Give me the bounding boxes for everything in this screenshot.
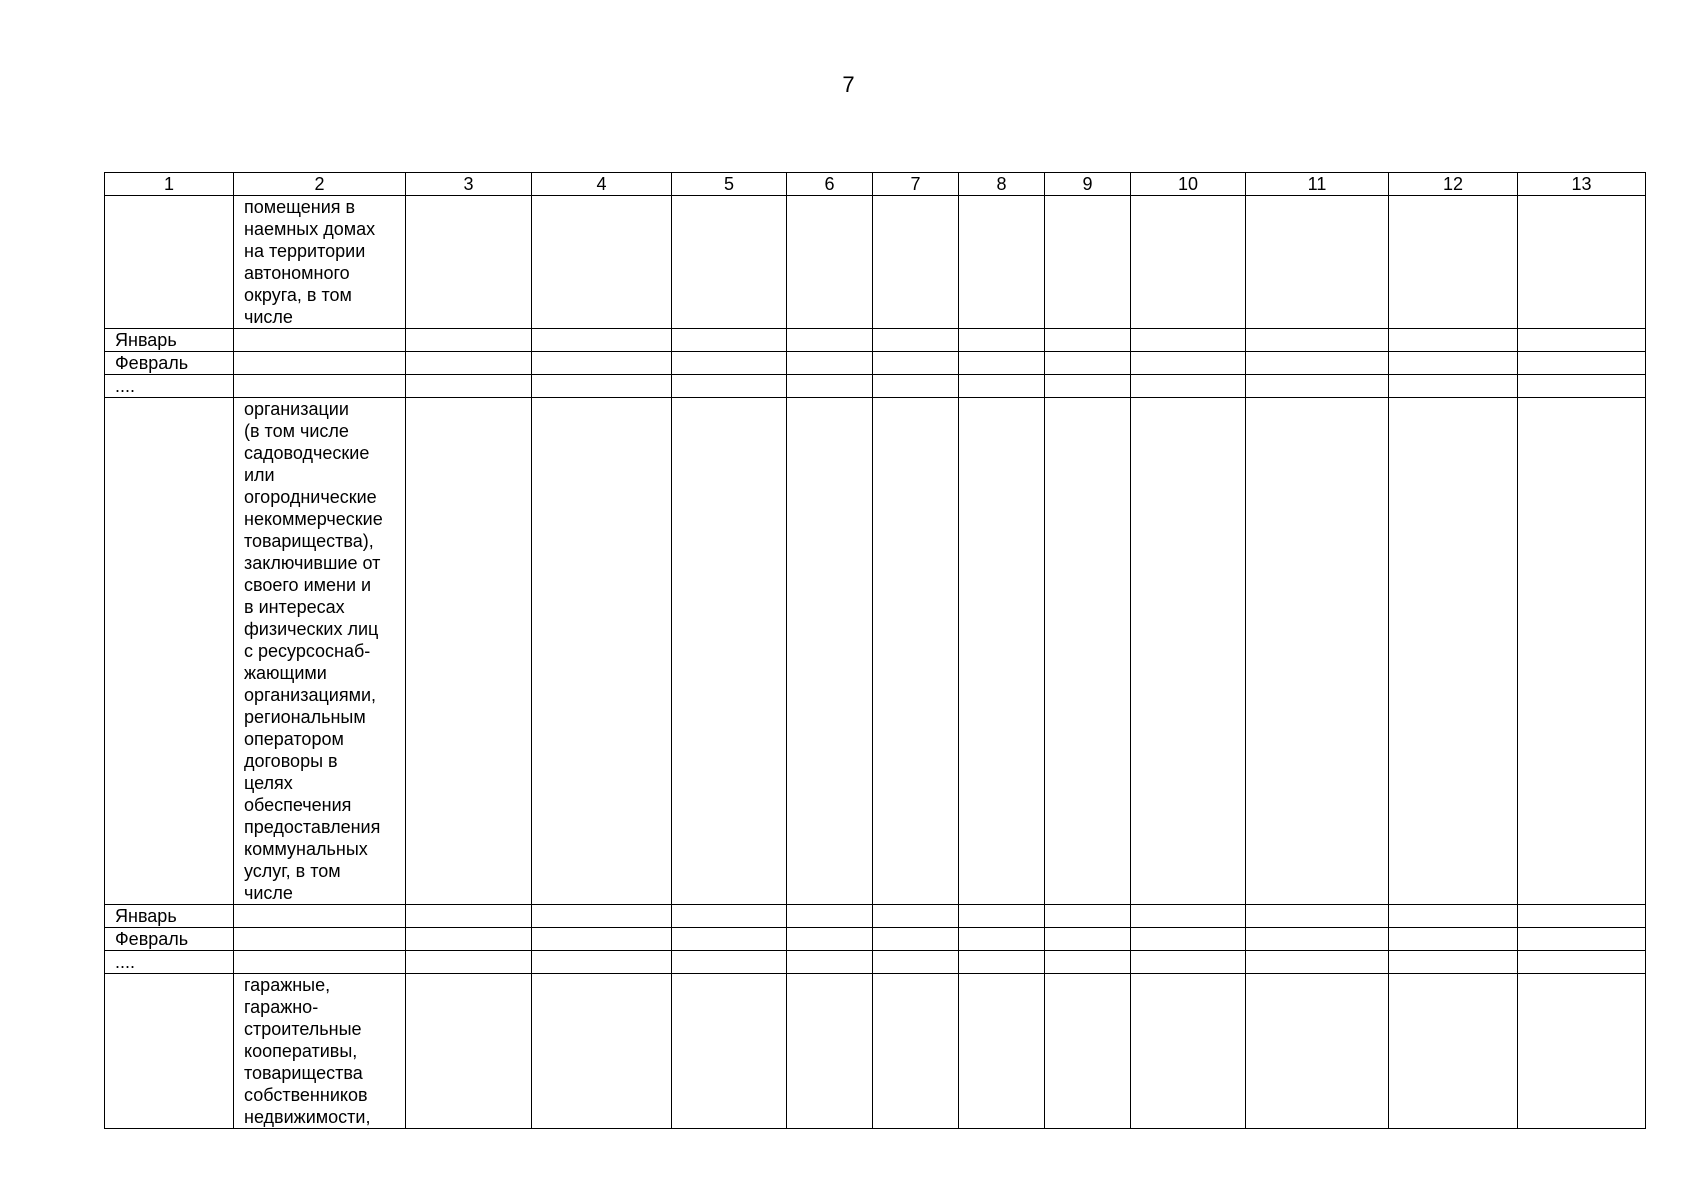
empty-cell-col-6 — [787, 974, 873, 1129]
column-header-5: 5 — [672, 173, 787, 196]
empty-cell-col-4 — [532, 375, 672, 398]
description-line: огороднические — [244, 487, 377, 507]
empty-cell-col-13 — [1518, 196, 1646, 329]
description-line: товарищества), — [244, 531, 374, 551]
empty-cell-col-10 — [1131, 196, 1246, 329]
description-line: договоры в — [244, 751, 338, 771]
empty-cell-col-10 — [1131, 352, 1246, 375]
row-description-cell — [234, 352, 406, 375]
empty-cell-col-9 — [1045, 329, 1131, 352]
description-line: своего имени и — [244, 575, 372, 595]
row-description-cell — [234, 928, 406, 951]
empty-cell-col-13 — [1518, 974, 1646, 1129]
description-line: округа, в том — [244, 285, 352, 305]
empty-cell-col-10 — [1131, 974, 1246, 1129]
empty-cell-col-7 — [873, 905, 959, 928]
description-line: целях — [244, 773, 293, 793]
empty-cell-col-7 — [873, 974, 959, 1129]
empty-cell-col-7 — [873, 951, 959, 974]
empty-cell-col-4 — [532, 196, 672, 329]
description-line: собственников — [244, 1085, 368, 1105]
empty-cell-col-8 — [959, 928, 1045, 951]
column-header-10: 10 — [1131, 173, 1246, 196]
empty-cell-col-12 — [1389, 974, 1518, 1129]
empty-cell-col-13 — [1518, 375, 1646, 398]
description-line: заключившие от — [244, 553, 381, 573]
empty-cell-col-8 — [959, 329, 1045, 352]
empty-cell-col-3 — [406, 352, 532, 375]
empty-cell-col-8 — [959, 951, 1045, 974]
empty-cell-col-5 — [672, 196, 787, 329]
empty-cell-col-11 — [1246, 375, 1389, 398]
empty-cell-col-11 — [1246, 398, 1389, 905]
empty-cell-col-9 — [1045, 974, 1131, 1129]
empty-cell-col-3 — [406, 196, 532, 329]
empty-cell-col-11 — [1246, 951, 1389, 974]
empty-cell-col-12 — [1389, 352, 1518, 375]
row-label-cell: .... — [105, 951, 234, 974]
empty-cell-col-11 — [1246, 196, 1389, 329]
empty-cell-col-11 — [1246, 905, 1389, 928]
empty-cell-col-6 — [787, 329, 873, 352]
empty-cell-col-6 — [787, 928, 873, 951]
empty-cell-col-7 — [873, 329, 959, 352]
description-line: коммунальных — [244, 839, 368, 859]
empty-cell-col-11 — [1246, 352, 1389, 375]
column-header-2: 2 — [234, 173, 406, 196]
empty-cell-col-10 — [1131, 951, 1246, 974]
empty-cell-col-12 — [1389, 196, 1518, 329]
empty-cell-col-3 — [406, 398, 532, 905]
empty-cell-col-8 — [959, 905, 1045, 928]
row-label-cell: Январь — [105, 905, 234, 928]
table-row — [105, 905, 1646, 928]
column-header-13: 13 — [1518, 173, 1646, 196]
empty-cell-col-3 — [406, 905, 532, 928]
description-line: гаражно- — [244, 997, 319, 1017]
row-label-cell — [105, 974, 234, 1129]
description-line: с ресурсоснаб- — [244, 641, 371, 661]
table-row — [105, 974, 1646, 1129]
table-row — [105, 375, 1646, 398]
empty-cell-col-5 — [672, 375, 787, 398]
column-header-4: 4 — [532, 173, 672, 196]
empty-cell-col-8 — [959, 974, 1045, 1129]
description-line: услуг, в том — [244, 861, 341, 881]
empty-cell-col-12 — [1389, 928, 1518, 951]
empty-cell-col-3 — [406, 375, 532, 398]
row-label-cell: .... — [105, 375, 234, 398]
row-label-cell — [105, 398, 234, 905]
row-label-cell — [105, 196, 234, 329]
empty-cell-col-6 — [787, 196, 873, 329]
empty-cell-col-9 — [1045, 352, 1131, 375]
description-line: в интересах — [244, 597, 345, 617]
description-line: помещения в — [244, 197, 356, 217]
table-row — [105, 398, 1646, 905]
description-line: предоставления — [244, 817, 381, 837]
empty-cell-col-7 — [873, 352, 959, 375]
row-label-cell: Февраль — [105, 928, 234, 951]
row-label-cell: Февраль — [105, 352, 234, 375]
table-row — [105, 196, 1646, 329]
column-header-6: 6 — [787, 173, 873, 196]
page-number: 7 — [842, 72, 855, 97]
empty-cell-col-11 — [1246, 329, 1389, 352]
empty-cell-col-9 — [1045, 196, 1131, 329]
description-line: организации — [244, 399, 349, 419]
row-description-cell — [234, 974, 406, 1129]
empty-cell-col-6 — [787, 398, 873, 905]
empty-cell-col-9 — [1045, 905, 1131, 928]
row-description-cell — [234, 375, 406, 398]
empty-cell-col-5 — [672, 329, 787, 352]
empty-cell-col-13 — [1518, 352, 1646, 375]
table-row — [105, 928, 1646, 951]
empty-cell-col-13 — [1518, 398, 1646, 905]
empty-cell-col-9 — [1045, 375, 1131, 398]
column-header-9: 9 — [1045, 173, 1131, 196]
empty-cell-col-6 — [787, 375, 873, 398]
description-line: на территории — [244, 241, 366, 261]
table-row — [105, 329, 1646, 352]
empty-cell-col-13 — [1518, 329, 1646, 352]
table-row — [105, 951, 1646, 974]
empty-cell-col-4 — [532, 352, 672, 375]
empty-cell-col-4 — [532, 974, 672, 1129]
description-line: (в том числе — [244, 421, 349, 441]
empty-cell-col-3 — [406, 329, 532, 352]
empty-cell-col-5 — [672, 398, 787, 905]
description-line: недвижимости, — [244, 1107, 371, 1127]
empty-cell-col-12 — [1389, 905, 1518, 928]
description-line: обеспечения — [244, 795, 352, 815]
description-line: кооперативы, — [244, 1041, 358, 1061]
empty-cell-col-13 — [1518, 905, 1646, 928]
row-label-cell: Январь — [105, 329, 234, 352]
description-line: или — [244, 465, 275, 485]
empty-cell-col-9 — [1045, 951, 1131, 974]
description-line: автономного — [244, 263, 350, 283]
description-line: жающими — [244, 663, 327, 683]
description-line: числе — [244, 307, 293, 327]
description-line: организациями, — [244, 685, 377, 705]
empty-cell-col-7 — [873, 928, 959, 951]
row-description-cell — [234, 905, 406, 928]
empty-cell-col-5 — [672, 905, 787, 928]
empty-cell-col-5 — [672, 974, 787, 1129]
empty-cell-col-3 — [406, 928, 532, 951]
column-header-11: 11 — [1246, 173, 1389, 196]
empty-cell-col-10 — [1131, 928, 1246, 951]
empty-cell-col-6 — [787, 352, 873, 375]
description-line: числе — [244, 883, 293, 903]
empty-cell-col-11 — [1246, 974, 1389, 1129]
header-row — [105, 173, 1646, 196]
empty-cell-col-12 — [1389, 329, 1518, 352]
empty-cell-col-4 — [532, 905, 672, 928]
empty-cell-col-11 — [1246, 928, 1389, 951]
empty-cell-col-4 — [532, 951, 672, 974]
empty-cell-col-5 — [672, 928, 787, 951]
empty-cell-col-7 — [873, 398, 959, 905]
empty-cell-col-13 — [1518, 951, 1646, 974]
empty-cell-col-7 — [873, 375, 959, 398]
empty-cell-col-9 — [1045, 928, 1131, 951]
empty-cell-col-13 — [1518, 928, 1646, 951]
empty-cell-col-10 — [1131, 329, 1246, 352]
empty-cell-col-12 — [1389, 398, 1518, 905]
empty-cell-col-4 — [532, 928, 672, 951]
description-line: физических лиц — [244, 619, 379, 639]
empty-cell-col-4 — [532, 329, 672, 352]
data-table — [104, 172, 1646, 1129]
description-line: региональным — [244, 707, 366, 727]
empty-cell-col-9 — [1045, 398, 1131, 905]
description-line: строительные — [244, 1019, 362, 1039]
description-line: некоммерческие — [244, 509, 383, 529]
row-description-cell — [234, 951, 406, 974]
description-line: наемных домах — [244, 219, 376, 239]
empty-cell-col-5 — [672, 352, 787, 375]
description-line: садоводческие — [244, 443, 370, 463]
empty-cell-col-12 — [1389, 951, 1518, 974]
empty-cell-col-8 — [959, 398, 1045, 905]
empty-cell-col-6 — [787, 905, 873, 928]
description-line: гаражные, — [244, 975, 331, 995]
column-header-1: 1 — [105, 173, 234, 196]
empty-cell-col-8 — [959, 375, 1045, 398]
empty-cell-col-7 — [873, 196, 959, 329]
empty-cell-col-3 — [406, 974, 532, 1129]
empty-cell-col-12 — [1389, 375, 1518, 398]
column-header-7: 7 — [873, 173, 959, 196]
empty-cell-col-10 — [1131, 375, 1246, 398]
empty-cell-col-4 — [532, 398, 672, 905]
empty-cell-col-8 — [959, 196, 1045, 329]
empty-cell-col-10 — [1131, 905, 1246, 928]
empty-cell-col-8 — [959, 352, 1045, 375]
empty-cell-col-3 — [406, 951, 532, 974]
row-description-cell — [234, 196, 406, 329]
column-header-3: 3 — [406, 173, 532, 196]
empty-cell-col-10 — [1131, 398, 1246, 905]
description-line: товарищества — [244, 1063, 363, 1083]
description-line: оператором — [244, 729, 344, 749]
column-header-12: 12 — [1389, 173, 1518, 196]
empty-cell-col-6 — [787, 951, 873, 974]
empty-cell-col-5 — [672, 951, 787, 974]
column-header-8: 8 — [959, 173, 1045, 196]
row-description-cell — [234, 329, 406, 352]
row-description-cell — [234, 398, 406, 905]
table-body — [105, 173, 1646, 1129]
table-row — [105, 352, 1646, 375]
